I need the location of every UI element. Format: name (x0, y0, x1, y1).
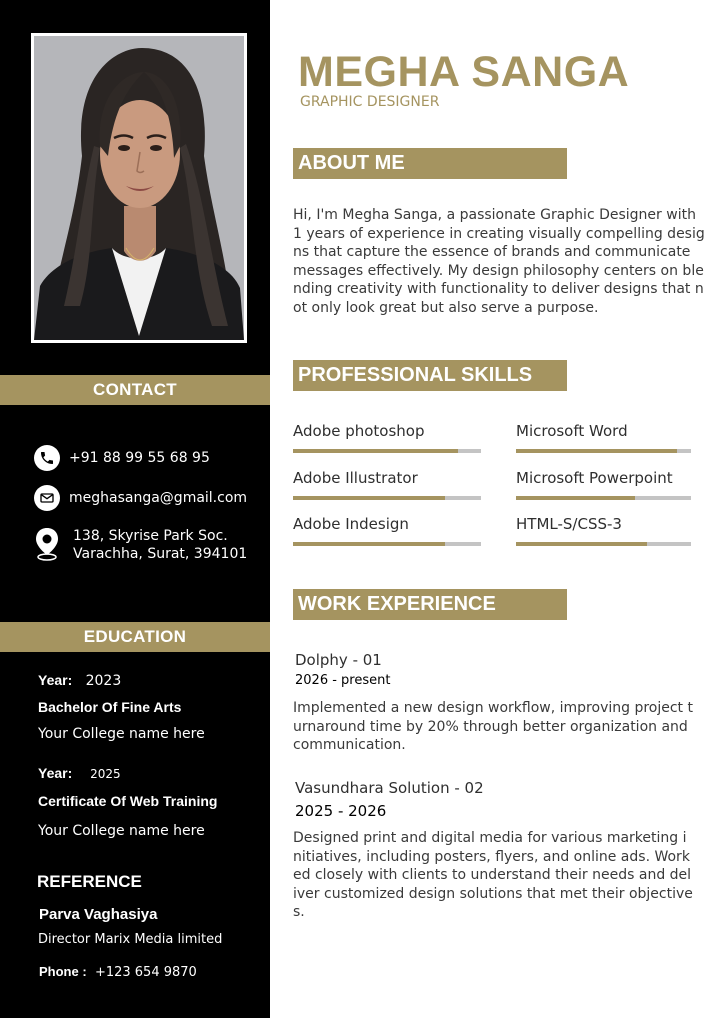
experience-dates-2: 2025 - 2026 (295, 802, 387, 820)
reference-phone-label: Phone : (39, 964, 87, 979)
skill-name: Adobe photoshop (293, 422, 425, 440)
experience-title-1: Dolphy - 01 (295, 651, 382, 669)
location-pin-icon (34, 527, 60, 561)
skill-item (293, 422, 481, 442)
mail-icon (34, 485, 60, 511)
reference-name: Parva Vaghasiya (39, 906, 158, 923)
contact-heading: CONTACT (0, 375, 270, 405)
about-heading: ABOUT ME (293, 148, 567, 179)
skill-name: Microsoft Powerpoint (516, 469, 673, 487)
phone-text: +91 88 99 55 68 95 (69, 450, 210, 466)
skill-item (293, 469, 481, 489)
skill-bar-track (516, 496, 691, 500)
skill-bar-track (516, 542, 691, 546)
education-degree-1: Bachelor Of Fine Arts (38, 699, 182, 715)
experience-desc-1: Implemented a new design workflow, improving project turnaround time by 20% through better organization and communication. (293, 700, 693, 754)
education-college-2: Your College name here (38, 823, 205, 839)
job-title: GRAPHIC DESIGNER (300, 94, 440, 110)
address-line-1: 138, Skyrise Park Soc. (73, 528, 228, 544)
about-text: Hi, I'm Megha Sanga, a passionate Graphic Designer with 1 years of experience in creating visually compelling designs that capture the essence of brands and communicate messages effectively. My design philosophy centers on blending creativity with functionality to deliver designs that not only look great but also serve a purpose. (293, 207, 705, 316)
skill-item (293, 515, 481, 535)
experience-heading: WORK EXPERIENCE (293, 589, 567, 620)
reference-phone-value: +123 654 9870 (94, 965, 197, 980)
skill-bar-track (293, 449, 481, 453)
skill-name: Adobe Illustrator (293, 469, 418, 487)
skill-bar-fill (293, 542, 445, 546)
experience-dates-1: 2026 - present (295, 673, 391, 688)
skill-bar-fill (516, 496, 635, 500)
skill-bar-fill (293, 496, 445, 500)
skill-name: Microsoft Word (516, 422, 628, 440)
page-title: MEGHA SANGA (298, 48, 630, 96)
education-heading: EDUCATION (0, 622, 270, 652)
email-text: meghasanga@gmail.com (69, 490, 248, 506)
address-line-2: Varachha, Surat, 394101 (73, 546, 248, 562)
skill-item (516, 515, 691, 535)
reference-title: Director Marix Media limited (38, 932, 223, 947)
contact-email[interactable] (34, 485, 247, 511)
skill-item (516, 469, 691, 489)
skill-item (516, 422, 691, 442)
contact-address (34, 527, 247, 563)
reference-heading: REFERENCE (37, 872, 142, 891)
skill-bar-track (293, 542, 481, 546)
skill-name: Adobe Indesign (293, 515, 409, 533)
year-label: Year: (38, 765, 73, 781)
education-year-2 (38, 765, 121, 782)
year-value: 2023 (85, 673, 122, 689)
experience-title-2: Vasundhara Solution - 02 (295, 779, 484, 797)
sidebar (0, 0, 270, 1018)
year-value: 2025 (90, 767, 121, 781)
skill-name: HTML-S/CSS-3 (516, 515, 622, 533)
contact-phone[interactable] (34, 445, 210, 471)
skill-bar-fill (293, 449, 458, 453)
skills-heading: PROFESSIONAL SKILLS (293, 360, 567, 391)
phone-icon (34, 445, 60, 471)
education-degree-2: Certificate Of Web Training (38, 793, 218, 809)
skill-bar-fill (516, 449, 677, 453)
education-year-1 (38, 672, 121, 689)
skill-bar-fill (516, 542, 647, 546)
reference-phone (39, 964, 197, 980)
year-label: Year: (38, 672, 73, 688)
experience-desc-2: Designed print and digital media for various marketing initiatives, including posters, flyers, and online ads. Worked closely with clients to understand their needs and deliver customized design solutions that met their objectives. (293, 830, 693, 921)
profile-photo (31, 33, 247, 343)
skill-bar-track (516, 449, 691, 453)
skill-bar-track (293, 496, 481, 500)
education-college-1: Your College name here (38, 726, 205, 742)
